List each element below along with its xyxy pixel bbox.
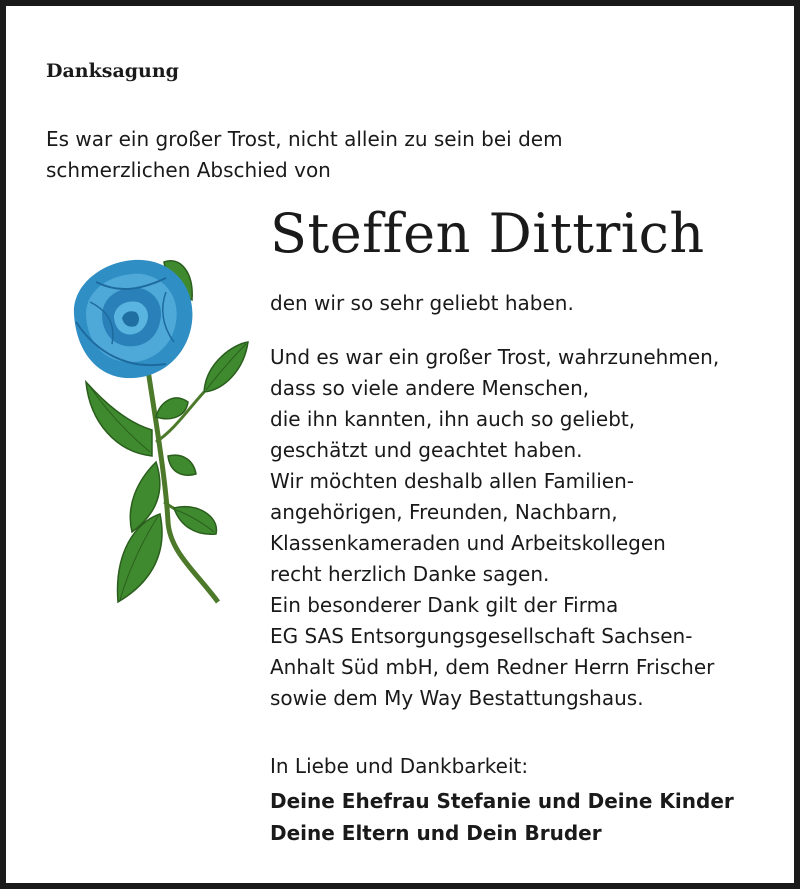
- body-line: Wir möchten deshalb allen Familien-: [270, 469, 634, 493]
- body-line: dass so viele andere Menschen,: [270, 376, 590, 400]
- thanks-body: [270, 342, 719, 714]
- intro-text: [46, 124, 746, 186]
- signatures: [270, 785, 734, 849]
- body-line: geschätzt und geachtet haben.: [270, 438, 583, 462]
- body-line: Anhalt Süd mbH, dem Redner Herrn Frischer: [270, 655, 715, 679]
- intro-line: schmerzlichen Abschied von: [46, 158, 331, 182]
- name-subline: den wir so sehr geliebt haben.: [270, 291, 574, 315]
- body-line: Ein besonderer Dank gilt der Firma: [270, 593, 619, 617]
- notice-heading: Danksagung: [46, 60, 179, 82]
- body-line: Und es war ein großer Trost, wahrzunehmen,: [270, 345, 720, 369]
- body-line: Klassenkameraden und Arbeitskollegen: [270, 531, 666, 555]
- body-line: die ihn kannten, ihn auch so geliebt,: [270, 407, 636, 431]
- closing-line: In Liebe und Dankbarkeit:: [270, 754, 529, 778]
- signature-line: Deine Eltern und Dein Bruder: [270, 821, 602, 845]
- body-line: angehörigen, Freunden, Nachbarn,: [270, 500, 618, 524]
- blue-rose-icon: [56, 252, 256, 612]
- intro-line: Es war ein großer Trost, nicht allein zu sein bei dem: [46, 127, 563, 151]
- body-line: EG SAS Entsorgungsgesellschaft Sachsen-: [270, 624, 693, 648]
- deceased-name: Steffen Dittrich: [270, 202, 705, 265]
- signature-line: Deine Ehefrau Stefanie und Deine Kinder: [270, 789, 734, 813]
- body-line: recht herzlich Danke sagen.: [270, 562, 550, 586]
- body-line: sowie dem My Way Bestattungshaus.: [270, 686, 644, 710]
